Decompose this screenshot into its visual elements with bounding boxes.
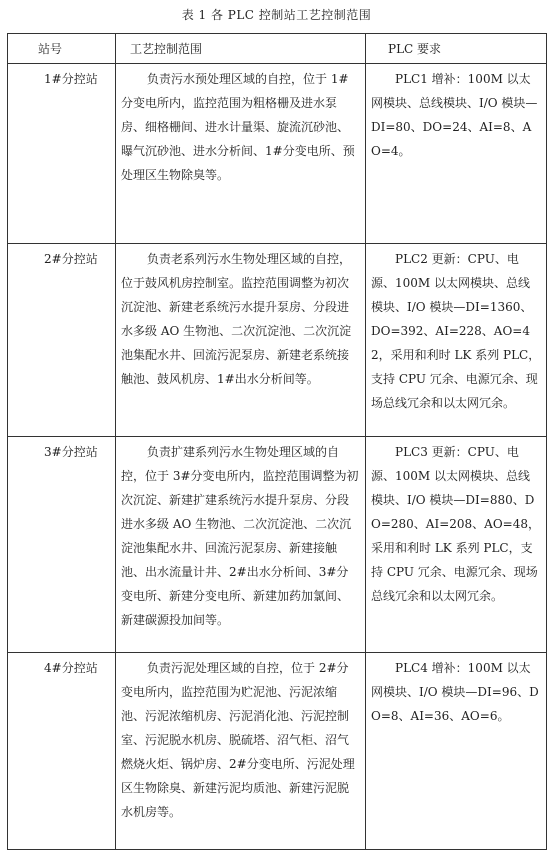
station-cell: 3#分控站 [8,437,116,653]
station-cell: 2#分控站 [8,244,116,437]
header-plc: PLC 要求 [366,34,547,64]
table-row [8,437,547,653]
station-cell: 1#分控站 [8,64,116,244]
scope-cell: 负责污泥处理区域的自控，位于 2#分变电所内，监控范围为贮泥池、污泥浓缩池、污泥浓缩机房、污泥消化池、污泥控制室、污泥脱水机房、脱硫塔、沼气柜、沼气燃烧火炬、锅炉房、2#分变电所、污泥处理区生物除臭、新建污泥均质池、新建污泥脱水机房等。 [116,653,366,850]
plc-control-table [7,33,547,850]
plc-cell: PLC3 更新：CPU、电源、100M 以太网模块、总线模块、I/O 模块—DI=880、DO=280、AI=208、AO=48，采用和利时 LK 系列 PLC，支持 CPU 冗余、电源冗余、现场总线冗余和以太网冗余。 [366,437,547,653]
scope-cell: 负责污水预处理区域的自控，位于 1#分变电所内，监控范围为粗格栅及进水泵房、细格栅间、进水计量渠、旋流沉砂池、曝气沉砂池、进水分析间、1#分变电所、预处理区生物除臭等。 [116,64,366,244]
header-station: 站号 [8,34,116,64]
table-caption: 表 1 各 PLC 控制站工艺控制范围 [181,8,372,22]
plc-cell: PLC1 增补：100M 以太网模块、总线模块、I/O 模块—DI=80、DO=24、AI=8、AO=4。 [366,64,547,244]
header-scope: 工艺控制范围 [116,34,366,64]
scope-cell: 负责老系列污水生物处理区域的自控，位于鼓风机房控制室。监控范围调整为初次沉淀池、新建老系统污水提升泵房、分段进水多级 AO 生物池、二次沉淀池、二次沉淀池集配水井、回流污泥泵房、新建老系统接触池、鼓风机房、1#出水分析间等。 [116,244,366,437]
table-row [8,653,547,850]
scope-cell: 负责扩建系列污水生物处理区域的自控，位于 3#分变电所内，监控范围调整为初次沉淀、新建扩建系统污水提升泵房、分段进水多级 AO 生物池、二次沉淀池、二次沉淀池集配水井、回流污泥泵房、新建接触池、出水流量计井、2#出水分析间、3#分变电所、新建分变电所、新建加药加氯间、新建碳源投加间等。 [116,437,366,653]
table-row [8,64,547,244]
table-header-row [8,34,547,64]
plc-cell: PLC2 更新：CPU、电源、100M 以太网模块、总线模块、I/O 模块—DI=1360、DO=392、AI=228、AO=42，采用和利时 LK 系列 PLC，支持 CPU 冗余、电源冗余、现场总线冗余和以太网冗余。 [366,244,547,437]
table-row [8,244,547,437]
plc-cell: PLC4 增补：100M 以太网模块、I/O 模块—DI=96、DO=8、AI=36、AO=6。 [366,653,547,850]
station-cell: 4#分控站 [8,653,116,850]
